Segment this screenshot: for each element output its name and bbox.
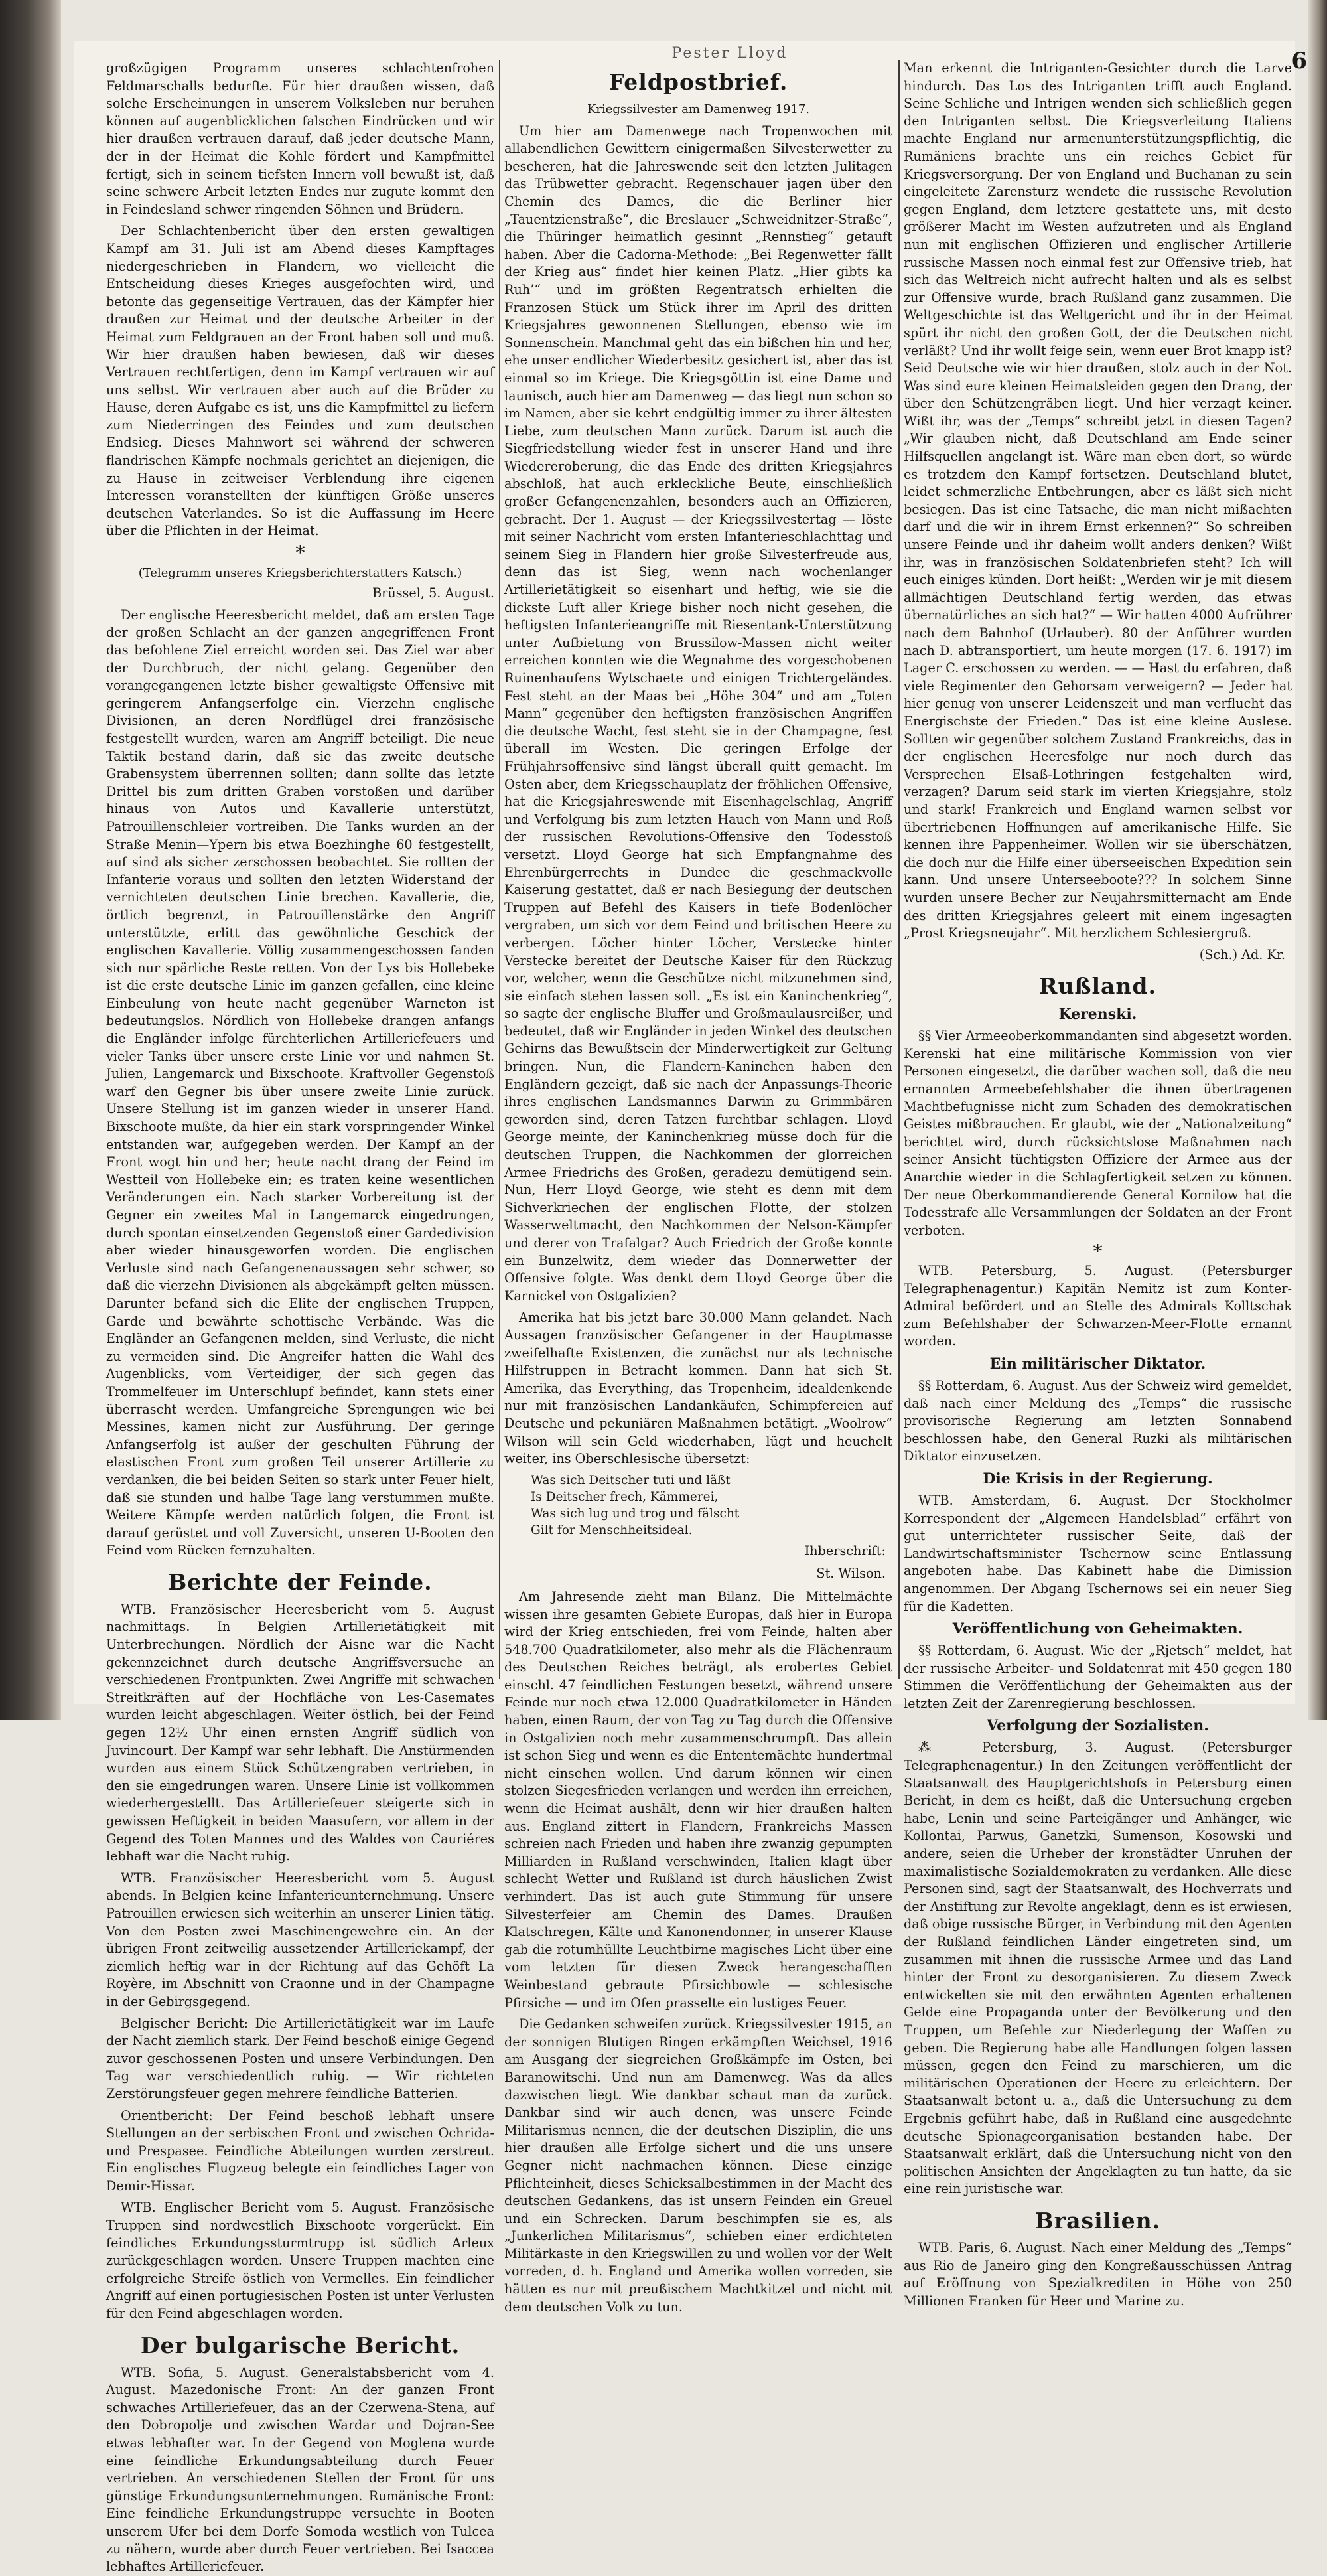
page-number: 6 xyxy=(1291,48,1307,74)
paragraph: Die Gedanken schweifen zurück. Kriegssilvester 1915, an der sonnigen Blutigen Ringen erkämpften Weichsel, 1916 am Ausgang der siegreichen Großkämpfe im Osten, bei Baranowitschi. Und nun am Damenweg. Was da alles dazwischen liegt. Wie dankbar schaut man da zurück. Dankbar sind wir auch denen, was unsere Feinde Militarismus nennen, die der deutschen Disziplin, die uns hier draußen alle Erfolge sichert und die uns unsere Gegner nicht nachmachen können. Diese einzige Pflichteinheit, dieses Schicksalbestimmen in der Macht des deutschen Gedankens, das ist unsern Feinden ein Greuel und ein Schrecken. Darum beschimpfen sie es, als „Junkerlichen Militarismus“, schieben einer erdichteten Militärkaste in den Kriegswillen zu und wollen vor der Welt vorreden, d. h. England und Amerika wollen vorreden, sie hätten es nur mit preußischem Machtkitzel und nicht mit dem deutschen Volk zu tun. xyxy=(504,2016,892,2314)
subheading-kerenski: Kerenski. xyxy=(1058,1006,1137,1023)
heading-russland: Rußland. xyxy=(1039,973,1156,1000)
heading-bulgarischer-bericht: Der bulgarische Bericht. xyxy=(140,2332,460,2358)
paragraph: §§ Rotterdam, 6. August. Wie der „Rjetsch“ meldet, hat der russische Arbeiter- und Soldatenrat mit 450 gegen 180 Stimmen die Veröffentlichung der Geheimakten aus der letzten Zeit der Zarenregierung beschlossen. xyxy=(904,1643,1292,1711)
dateline: Brüssel, 5. August. xyxy=(372,585,494,601)
heading-berichte-der-feinde: Berichte der Feinde. xyxy=(168,1568,433,1595)
paragraph: Am Jahresende zieht man Bilanz. Die Mittelmächte wissen ihre gesamten Gebiete Europas, daß hier in Europa wird der Krieg entschieden, frei vom Feinde, halten aber 548.700 Quadratkilometer, also mehr als die Flächenraum des Deutschen Reiches beträgt, als erobertes Gebiet einschl. 47 feindlichen Festungen besetzt, während unsere Feinde nur noch etwa 12.000 Quadratkilometer in Händen haben, einen Raum, der von Tag zu Tag durch die Offensive in Ostgalizien noch mehr zusammenschrumpft. Das allein ist schon Sieg und wenn es die Ententemächte hundertmal nicht einsehen wollen. Und darum können wir einen stolzen Siegesfrieden verlangen und werden ihn erreichen, wenn die Heimat aushält, denn wir hier draußen halten aus. England zittert in Flandern, Frankreichs Massen schreien nach Frieden und haben ihre zwanzig gepumpten Milliarden in Rußland verschwinden, Italien klagt über schlecht Wetter und Rußland ist durch häuslichen Zwist verhindert. Das ist auch gute Stimmung für unsere Silvesterfeier am Chemin des Dames. Draußen Klatschregen, Kälte und Kanonendonner, in unserer Klause gab die rotumhüllte Leuchtbirne magisches Licht über eine vom letzten für diesen Zweck herangeschafften Weinbestand gebraute Pfirsichbowle — schlesische Pfirsiche — und im Ofen prasselte ein lustiges Feuer. xyxy=(504,1588,892,2010)
poem-caption: Ihberschrift: xyxy=(804,1543,886,1558)
paragraph: Amerika hat bis jetzt bare 30.000 Mann gelandet. Nach Aussagen französischer Gefangener in der Hauptmasse zweifelhafte Existenzen, die zunächst nur als technische Hilfstruppen in Betracht kommen. Dann hat sich St. Amerika, das Everything, das Tropenheim, idealdenkende nur mit französischen Landankäufen, Schimpfereien auf Deutsche und pekuniären Maßnahmen betätigt. „Woolrow“ Wilson will sein Geld wiederhaben, lügt und heuchelt weiter, ins Oberschlesische übersetzt: xyxy=(504,1310,892,1467)
column-rule xyxy=(499,60,500,1679)
subheading-krisis: Die Krisis in der Regierung. xyxy=(983,1470,1213,1487)
paragraph: ⁂ Petersburg, 3. August. (Petersburger Telegraphenagentur.) In den Zeitungen veröffentlicht der Staatsanwalt des Hauptgerichtshofs in Petersburg einen Bericht, in dem es heißt, daß die Untersuchung ergeben habe, Lenin und seine Parteigänger und Anhänger, wie Kollontai, Parwus, Ganetzki, Sumenson, Kosowski und andere, seien die Urheber der kronstädter Unruhen der maximalistische Sozialdemokraten zu verdanken. Alle diese Personen sind, sagt der Staatsanwalt, des Hochverrats und der Anstiftung zur Revolte angeklagt, denn es ist erwiesen, daß obige russische Bürger, in Verbindung mit den Agenten der Rußland feindlichen Länder eingetreten sind, um zusammen mit ihnen die russische Armee und das Land hinter der Front zu desorganisieren. Zu diesem Zweck entwickelten sie mit den erwähnten Agenten erhaltenen Gelde eine Propaganda unter der Bevölkerung und den Truppen, um Befehle zur Niederlegung der Waffen zu geben. Die Regierung habe alle Handlungen folgen lassen müssen, gegen den Feind zu marschieren, um die militärischen Operationen der Heere zu erleichtern. Der Staatsanwalt betont u. a., daß die Untersuchung zu dem Ergebnis geführt habe, daß in Rußland eine ausgedehnte deutsche Spionageorganisation bestanden habe. Der Staatsanwalt erklärt, daß die Untersuchung nicht von den politischen Ansichten der Angeklagten zu tun hatte, da sie eine rein juristische war. xyxy=(904,1740,1292,2197)
paragraph: Um hier am Damenwege nach Tropenwochen mit allabendlichen Gewittern einigermaßen Silvesterwetter zu bescheren, hat die Jahreswende seit den letzten Julitagen das Trübwetter gebracht. Regenschauer jagen über den Chemin des Dames, die die Berliner hier „Tauentzienstraße“, die Breslauer „Schweidnitzer-Straße“, die Thüringer heimatlich gesinnt „Rennstieg“ getauft haben. Aber die Cadorna-Methode: „Bei Regenwetter fällt der Krieg aus“ findet hier keinen Platz. „Hier gibts ka Ruh’“ und im größten Regentratsch erhielten die Franzosen Stück um Stück ihrer im April des dritten Kriegsjahres gewonnenen Stellungen, ebenso wie im Sonnenschein. Manchmal geht das ein bißchen hin und her, ehe unser endlicher Wiederbesitz gesichert ist, aber das ist einmal so im Kriege. Die Kriegsgöttin ist eine Dame und launisch, auch hier am Damenweg — das liegt nun schon so im Namen, aber sie kehrt endgültig immer zu ihrer ältesten Liebe, zum deutschen Mann zurück. Darum ist auch die Siegfriedstellung wieder fest in unserer Hand und ihre Wiedereroberung, die das Ende des dritten Kriegsjahres abschloß, hat auch erkleckliche Beute, einschließlich großer Gefangenenzahlen, besonders auch an Offizieren, gebracht. Der 1. August — der Kriegssilvestertag — löste mit seiner Nachricht vom ersten Infanterieschlachttag und seinem Sieg in Flandern hier große Silvesterfreude aus, denn das ist Sieg, wenn nach wochenlanger Artillerietätigkeit so eisenhart und heftig, wie sie die dickste Luft aller Kriege bisher noch nicht gesehen, die heftigsten Infanterieangriffe mit Riesentank-Unterstützung unter Aufbietung von Brussilow-Massen nicht weiter erreichen konnten wie die Wegnahme des vorgeschobenen Ruinenhaufens Wytschaete und einigen Trichtergeländes. Fest steht an der Maas bei „Höhe 304“ und am „Toten Mann“ gegenüber den heftigsten französischen Angriffen die deutsche Wacht, fest steht sie in der Champagne, fest überall im Westen. Die geringen Erfolge der Frühjahrsoffensive sind längst überall quitt gemacht. Im Osten aber, dem Kriegsschauplatz der fröhlichen Offensive, hat die Kriegsjahreswende mit Eisenhagelschlag, Angriff und Verfolgung bis zum letzten Hauch von Mann und Roß der russischen Revolutions-Offensive den Todesstoß versetzt. Lloyd George hat sich Empfangnahme des Ehrenbürgerrechts in Dundee die geschmackvolle Kaiserung gestattet, daß er nach Besiegung der deutschen Truppen auf Befehl des Kaisers in tiefe Bodenlöcher vergraben, um sich vor dem Feind und britischen Heere zu verbergen. Löcher hinter Löcher, Verstecke hinter Verstecke bereitet der Deutsche Kaiser für den Rückzug vor, welcher, wenn die Geschütze nicht mitzunehmen sind, sie einfach stehen lassen soll. „Es ist ein Kaninchenkrieg“, so sagte der englische Bluffer und Großmaulausreißer, und bedeutet, daß wir Engländer in jeden Winkel des deutschen Gehirns das Bewußtsein der Minderwertigkeit zur Geltung bringen. Nun, die Flandern-Kaninchen haben den Engländern gezeigt, daß sie nach der Anpassungs-Theorie ihres englischen Landsmannes Darwin zu Grimmbären geworden sind, deren Tatzen furchtbar schlagen. Lloyd George meinte, der Kaninchenkrieg müsse doch für die deutschen Truppen, die Nachkommen der glorreichen Armee Friedrichs des Großen, geradezu demütigend sein. Nun, Herr Lloyd George, wie steht es denn mit dem Sichverkriechen der englischen Flotte, der stolzen Wasserweltmacht, den Nachkommen der Nelson-Kämpfer und derer von Trafalgar? Auch Friedrich der Große konnte ein Bunzelwitz, dem wieder das Donnerwetter der Offensive folgte. Was denkt dem Lloyd George über die Karnickel von Ostgalizien? xyxy=(504,123,892,1304)
subheading-sozialisten: Verfolgung der Sozialisten. xyxy=(987,1717,1209,1735)
page-header: Pester Lloyd xyxy=(671,45,788,62)
paragraph: großzügigen Programm unseres schlachtenfrohen Feldmarschalls bedurfte. Für hier draußen wissen, daß solche Erscheinungen in unserem Volksleben nur beruhen können auf augenblicklichen falschen Eindrücken und wir hier draußen vertrauen darauf, daß jeder deutsche Mann, der in der Heimat die Kohle fördert und Kampfmittel fertigt, sich in seinem tiefsten Innern voll bewußt ist, daß seine schwere Arbeit letzten Endes nur zugute kommt den in Feindesland schwer ringenden Söhnen und Brüdern. xyxy=(106,60,494,217)
paragraph: Der englische Heeresbericht meldet, daß am ersten Tage der großen Schlacht an der ganzen angegriffenen Front das befohlene Ziel erreicht worden sei. Das Ziel war aber der Durchbruch, der nicht gelang. Gegenüber den vorangegangenen letzte bisher gewaltigste Offensive mit geringerem Anfangserfolge ein. Vierzehn englische Divisionen, an deren Nordflügel drei französische festgestellt wurden, waren am Angriff beteiligt. Die neue Taktik bestand darin, daß sie das zweite deutsche Grabensystem überrennen sollten; dann sollte das letzte Drittel bis zum dritten Graben vorstoßen und darüber hinaus von Autos und Kavallerie unterstützt, Patrouillenschleier vortreiben. Die Tanks wurden an der Straße Menin—Ypern bis etwa Boezhinghe 60 festgestellt, auf sind als sicher zerschossen beobachtet. Sie rollten der Infanterie voraus und sollten den letzten Widerstand der vernichteten deutschen Linie brechen. Kavallerie, die, örtlich begrenzt, in Patrouillenstärke den Angriff unterstützte, erlitt das gewöhnliche Geschick der englischen Kavallerie. Völlig zusammengeschossen fanden sich nur spärliche Reste retten. Von der Lys bis Hollebeke ist die erste deutsche Linie im ganzen gefallen, eine kleine Einbeulung von heute nacht gegenüber Warneton ist bedeutungslos. Nördlich von Hollebeke drangen anfangs die Engländer infolge fürchterlichen Artilleriefeuers und vieler Tanks über unsere erste Linie vor und nahmen St. Julien, Langemarck und Bixschoote. Kraftvoller Gegenstoß warf den Gegner bis über unsere zweite Linie zurück. Unsere Stellung ist im ganzen wieder in unserer Hand. Bixschoote mußte, da hier ein stark vorspringender Winkel entstanden war, aufgegeben werden. Der Kampf an der Front wogt hin und her; heute nacht drang der Feind im Westteil von Hollebeke ein; es traten keine wesentlichen Veränderungen ein. Nach starker Vorbereitung ist der Gegner ein zweites Mal in Langemarck eingedrungen, durch spontan einsetzenden Gegenstoß einer Gardedivision aber wieder hinausgeworfen worden. Die englischen Verluste sind nach Gefangenenaussagen sehr schwer, so daß die vierzehn Divisionen als abgekämpft gelten müssen. Darunter befand sich die Elite der englischen Truppen, Garde und bewährte schottische Verbände. Was die Engländer an Gefangenen melden, sind Verluste, die nicht zu vermeiden sind. Die Angreifer hatten die Wahl des Augenblicks, vom Verteidiger, der sich gegen das Trommelfeuer im Unterschlupf befindet, kann stets einer überrascht werden. Umfangreiche Sprengungen wie bei Messines, kamen nicht zur Ausführung. Der geringe Anfangserfolg ist außer der geschulten Führung der elastischen Front zum großen Teil unserer Artillerie zu verdanken, die bei beiden Seiten so stark unter Feuer hielt, daß sie stunden und halbe Tage lang verstummen mußte. Weitere Kämpfe werden natürlich folgen, die Front ist darauf gerüstet und voll Zuversicht, unseren U-Booten den Feind vom Rücken fernzuhalten. xyxy=(106,607,494,1558)
paragraph: Der Schlachtenbericht über den ersten gewaltigen Kampf am 31. Juli ist am Abend dieses Kampftages niedergeschrieben in Flandern, wo vielleicht die Entscheidung dieses Krieges ausgefochten wird, und betonte das gegenseitige Vertrauen, das der Kämpfer hier draußen zur Heimat und der deutsche Arbeiter in der Heimat zum Feldgrauen an der Front haben soll und muß. Wir hier draußen haben bewiesen, daß wir dieses Vertrauen rechtfertigen, denn im Kampf vertrauen wir auf uns selbst. Wir vertrauen aber auch auf die Brüder zu Hause, deren Aufgabe es ist, uns die Kampfmittel zu liefern zum Niederringen des Feindes und zum deutschen Endsieg. Dieses Mahnwort sei während der schweren flandrischen Kämpfe nochmals gerichtet an diejenigen, die zu Hause in zeitweiser Verblendung ihre eigenen Interessen voranstellten der künftigen Größe unseres deutschen Vaterlandes. So ist die Auffassung im Heere über die Pflichten in der Heimat. xyxy=(106,223,494,539)
paragraph: WTB. Amsterdam, 6. August. Der Stockholmer Korrespondent der „Algemeen Handelsblad“ erfährt von gut unterrichteter russischer Seite, daß der Landwirtschaftsminister Tschernow seine Entlassung angeboten habe. Das Kabinett habe die Dimission angenommen. Der Abgang Tschernows sei ein neuer Sieg für die Kadetten. xyxy=(904,1492,1292,1614)
paragraph: WTB. Französischer Heeresbericht vom 5. August abends. In Belgien keine Infanterieunternehmung. Unsere Patrouillen erwiesen sich weiterhin an unserer Linien tätig. Von den Posten zwei Maschinengewehre ein. An der übrigen Front zeitweilig aussetzender Artilleriekampf, der ziemlich heftig war in der Richtung auf das Gehöft La Royère, im Abschnitt von Craonne und in der Champagne in der Gebirgsgegend. xyxy=(106,1870,494,2009)
page-edge xyxy=(1308,0,1327,1720)
paragraph: WTB. Französischer Heeresbericht vom 5. August nachmittags. In Belgien Artillerietätigkeit mit Unterbrechungen. Nördlich der Aisne war die Nacht gekennzeichnet durch deutsche Angriffsversuche an verschiedenen Frontpunkten. Zwei Angriffe mit schwachen Streitkräften auf der Hochfläche von Les-Casemates wurden leicht abgeschlagen. Weiter östlich, bei der Feind gegen 12½ Uhr einen ernsten Angriff südlich von Juvincourt. Der Kampf war sehr lebhaft. Die Anstürmenden wurden aus einem Stück Schützengraben vertrieben, in den sie eingedrungen waren. Unsere Linie ist vollkommen wiederhergestellt. Das Artilleriefeuer steigerte sich in gewissen Heftigkeit in beiden Maasufern, vor allem in der Gegend des Toten Mannes und des Waldes von Cauriéres lebhaft war die Nacht ruhig. xyxy=(106,1601,494,1864)
paragraph: WTB. Petersburg, 5. August. (Petersburger Telegraphenagentur.) Kapitän Nemitz ist zum Konter-Admiral befördert und an Stelle des Admirals Kolltschak zum Befehlshaber der Schwarzen-Meer-Flotte ernannt worden. xyxy=(904,1263,1292,1349)
paragraph: Belgischer Bericht: Die Artillerietätigkeit war im Laufe der Nacht ziemlich stark. Der Feind beschoß einige Gegend zuvor geschossenen Posten und unsere Verbindungen. Den Tag war verschiedentlich ruhig. — Wir richteten Zerstörungsfeuer gegen mehrere feindliche Batterien. xyxy=(106,2015,494,2101)
subheading: Kriegssilvester am Damenweg 1917. xyxy=(587,102,810,116)
poem-author: St. Wilson. xyxy=(816,1566,886,1582)
section-star: * xyxy=(295,542,305,564)
column-1 xyxy=(106,60,494,2575)
poem: Was sich Deitscher tuti und läßt Is Deitscher frech, Kämmerei, Was sich lug und trog und fälscht Gilt for Menschheitsideal. xyxy=(531,1473,740,1537)
paragraph: Orientbericht: Der Feind beschoß lebhaft unsere Stellungen an der serbischen Front und zwischen Ochrida- und Prespasee. Feindliche Abteilungen wurden zerstreut. Ein englisches Flugzeug belegte ein feindliches Lager von Demir-Hissar. xyxy=(106,2107,494,2194)
paragraph: Man erkennt die Intriganten-Gesichter durch die Larve hindurch. Das Los des Intriganten trifft auch England. Seine Schliche und Intrigen wenden sich schließlich gegen den Intriganten selbst. Die Kriegsverleitung Italiens machte England nur armenunterstützungspflichtig, die Rumäniens brachte uns ein reiches Gebiet für Kriegsversorgung. Der von England und Buchanan zu sein eingeleitete Zarensturz wendete die russische Revolution gegen England, dem letztere gestattete uns, mit desto größerer Macht im Westen aufzutreten und als England nun mit englischen Offizieren und englischer Artillerie russische Massen noch einmal fest zur Offensive trieb, hat sich das Weltreich nicht aufrecht halten und als es selbst zur Offensive wurde, brach Rußland ganz zusammen. Die Weltgeschichte ist das Weltgericht und ihr in der Heimat spürt ihr nicht den großen Gott, der die Deutschen nicht verläßt? Und ihr wollt feige sein, wenn euer Brot knapp ist? Seid Deutsche wie wir hier draußen, stolz auch in der Not. Was sind eure kleinen Heimatsleiden gegen den Drang, der über den Schützengräben liegt. Und hier verzagt keiner. Wißt ihr, was der „Temps“ schreibt jetzt in diesen Tagen? „Wir glauben nicht, daß Deutschland am Ende seiner Hilfsquellen angelangt ist. Wäre man eben dort, so würde es trotzdem den Kampf fortsetzen. Deutschland blutet, leidet schmerzliche Entbehrungen, aber es läßt sich nicht besiegen. Das ist eine Tatsache, die man nicht mißachten darf und die wir in ihrem Ernst erkennen?“ So schreiben unsere Feinde und ihr daheim wollt anders denken? Wißt ihr, was in französischen Soldatenbriefen steht? Ich will euch einiges künden. Dort heißt: „Werden wir je mit diesem allmächtigen Deutschland fertig werden, das etwas übernatürliches an sich hat?“ — Wir hatten 4000 Aufrührer nach dem Bahnhof (Urlauber). 80 der Anführer wurden nach D. abtransportiert, um heute morgen (17. 6. 1917) im Lager C. erschossen zu werden. — — Hast du erfahren, daß viele Regimenter den Gehorsam verweigern? — Jeder hat hier genug von unserer Leidenszeit und man verflucht das Energischste der Frieden.“ Das ist eine kleine Auslese. Sollten wir gegenüber solchem Zustand Frankreichs, das in der englischen Heeresfolge nur noch durch das Versprechen Elsaß-Lothringen festgehalten wird, verzagen? Darum seid stark im vierten Kriegsjahre, stolz und stark! Frankreich und England warnen selbst vor übertriebenen Hoffnungen auf amerikanische Hilfe. Sie kennen ihre Pappenheimer. Wollen wir sie überschätzen, die doch nur die Hilfe einer überseeischen Expedition sein kann. Und unsere Unterseeboote??? In solchem Sinne wurden unsere Becher zur Neujahrsmitternacht am Ende des dritten Kriegsjahres geleert mit einem ingesagten „Prost Kriegsneujahr“. Mit herzlichem Schlesiergruß. xyxy=(904,60,1292,941)
subheading-geheimakten: Veröffentlichung von Geheimakten. xyxy=(952,1620,1243,1638)
paragraph: WTB. Sofia, 5. August. Generalstabsbericht vom 4. August. Mazedonische Front: An der ganzen Front schwaches Artilleriefeuer, das an der Czerwena-Stena, auf den Dobropolje und zwischen Wardar und Dojran-See etwas lebhafter war. In der Gegend von Moglena wurde eine feindliche Erkundungsabteilung durch Feuer vertrieben. An verschiedenen Stellen der Front für uns günstige Erkundungsunternehmungen. Rumänische Front: Eine feindliche Erkundungstruppe versuchte in Booten unserem Ufer bei dem Dorfe Somoda westlich von Tulcea zu nähern, wurde aber durch Feuer vertrieben. Bei Isaccea lebhaftes Artilleriefeuer. xyxy=(106,2364,494,2575)
heading-brasilien: Brasilien. xyxy=(1034,2207,1161,2234)
book-binding xyxy=(0,0,61,1720)
column-3 xyxy=(904,60,1292,2309)
paragraph: WTB. Englischer Bericht vom 5. August. Französische Truppen sind nordwestlich Bixschoote vorgerückt. Ein feindliches Erkundungssturmtrupp ist südlich Arleux zurückgeschlagen worden. Unsere Truppen machten eine erfolgreiche Streife östlich von Vermelles. Ein feindlicher Angriff auf einen portugiesischen Posten ist unter Verlusten für den Feind abgeschlagen worden. xyxy=(106,2200,494,2322)
column-2 xyxy=(504,60,892,2314)
heading-feldpostbrief: Feldpostbrief. xyxy=(608,69,788,95)
column-rule xyxy=(898,60,900,1679)
telegram-note: (Telegramm unseres Kriegsberichterstatters Katsch.) xyxy=(138,566,462,580)
subheading-diktator: Ein militärischer Diktator. xyxy=(989,1355,1206,1373)
section-star: * xyxy=(1093,1241,1103,1263)
paragraph: WTB. Paris, 6. August. Nach einer Meldung des „Temps“ aus Rio de Janeiro ging den Kongreßausschüssen Antrag auf Eröffnung von Spezialkrediten in Höhe von 250 Millionen Franken für Heer und Marine zu. xyxy=(904,2239,1292,2309)
paragraph: §§ Vier Armeeoberkommandanten sind abgesetzt worden. Kerenski hat eine militärische Kommission von vier Personen eingesetzt, die darüber wachen soll, daß die neu ernannten Armeebefehlshaber die ihnen übertragenen Machtbefugnisse nicht zum Schaden des demokratischen Geistes mißbrauchen. Er glaubt, wie der „Nationalzeitung“ berichtet wird, durch rücksichtslose Maßnahmen nach seiner Ansicht tüchtigsten Offiziere der Armee aus der Anarchie wieder in die Schlagfertigkeit setzen zu können. Der neue Oberkommandierende General Kornilow hat die Todesstrafe alle Versammlungen der Soldaten an der Front verboten. xyxy=(904,1028,1292,1238)
letter-signature: (Sch.) Ad. Kr. xyxy=(1199,947,1285,962)
paragraph: §§ Rotterdam, 6. August. Aus der Schweiz wird gemeldet, daß nach einer Meldung des „Temps“ die russische provisorische Regierung am letzten Sonnabend beschlossen habe, den General Ruzki als militärischen Diktator einzusetzen. xyxy=(904,1377,1292,1464)
